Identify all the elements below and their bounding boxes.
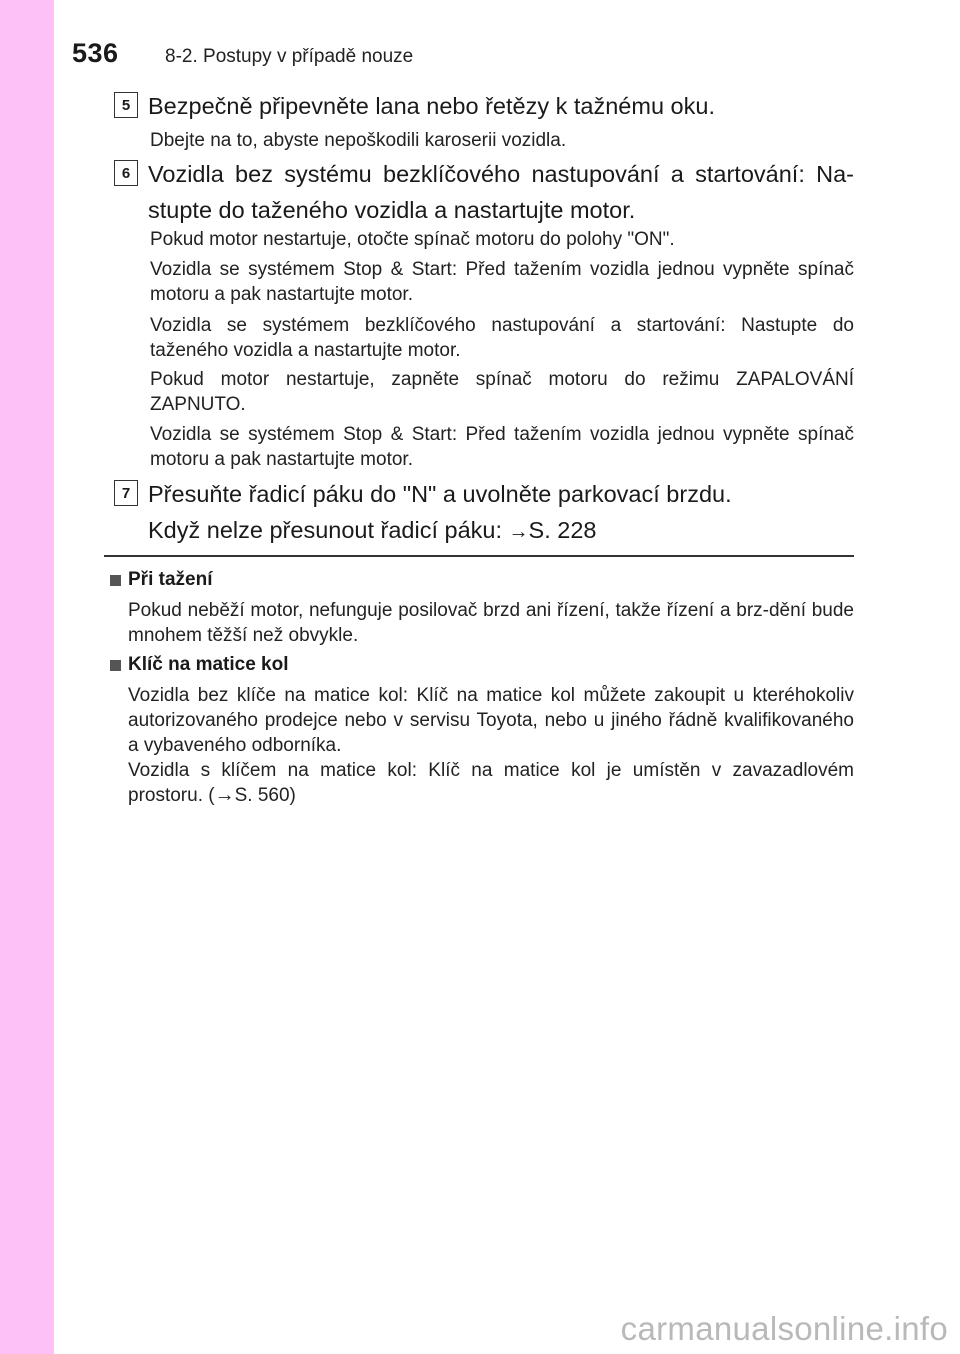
page-reference-link[interactable]: S. 228 [528, 517, 597, 543]
page-reference-link[interactable]: S. 560) [234, 785, 296, 806]
info-body [128, 683, 854, 808]
info-body [128, 598, 854, 648]
page-sidebar-stripe [0, 0, 54, 1354]
step-number-badge: 6 [114, 160, 138, 186]
info-paragraph: Vozidla bez klíče na matice kol: Klíč na matice kol můžete zakoupit u kteréhokoliv autorizovaného prodejce nebo v servisu Toyota, nebo u jiného řádně kvalifikovaného a vybaveného odborníka. [128, 685, 854, 756]
watermark: carmanualsonline.info [620, 1310, 948, 1347]
section-title: 8-2. Postupy v případě nouze [165, 46, 414, 67]
info-text: Vozidla s klíčem na matice kol: Klíč na matice kol je umístěn v zavazadlovém prostoru. ( [128, 760, 854, 806]
step-text: Bezpečně připevněte lana nebo řetězy k tažnému oku. [148, 93, 715, 119]
step-note: Pokud motor nestartuje, otočte spínač motoru do polohy "ON". [150, 229, 675, 250]
square-bullet-icon [110, 575, 121, 586]
step-6 [121, 156, 854, 228]
step-text: Přesuňte řadicí páku do "N" a uvolněte parkovací brzdu. [148, 481, 732, 507]
reference-prefix: Když nelze přesunout řadicí páku: [148, 517, 509, 543]
page-number: 536 [72, 38, 119, 68]
square-bullet-icon [110, 660, 121, 671]
step-note: Vozidla se systémem bezklíčového nastupování a startování: Nastupte do taženého vozidla a nastartujte motor. [150, 315, 854, 361]
info-paragraph: Pokud neběží motor, nefunguje posilovač brzd ani řízení, takže řízení a brz-dění bude mnohem těžší než obvykle. [128, 600, 854, 646]
step-note: Dbejte na to, abyste nepoškodili karoserii vozidla. [150, 130, 567, 151]
step-reference-line [148, 512, 854, 550]
section-divider [104, 555, 854, 557]
step-number-badge: 5 [114, 92, 138, 118]
step-note: Pokud motor nestartuje, zapněte spínač motoru do režimu ZAPALOVÁNÍ ZAPNUTO. [150, 369, 854, 415]
step-7 [121, 476, 854, 550]
info-heading-text: Při tažení [128, 569, 213, 590]
info-paragraph [128, 758, 854, 808]
arrow-right-icon: → [214, 784, 235, 806]
step-note: Vozidla se systémem Stop & Start: Před tažením vozidla jednou vypněte spínač motoru a pak nastartujte motor. [150, 424, 854, 470]
info-heading [110, 654, 289, 676]
arrow-right-icon: → [508, 521, 529, 543]
page-header [0, 0, 960, 80]
info-heading-text: Klíč na matice kol [128, 654, 289, 675]
step-note: Vozidla se systémem Stop & Start: Před tažením vozidla jednou vypněte spínač motoru a pak nastartujte motor. [150, 259, 854, 305]
step-5 [121, 88, 854, 124]
info-heading [110, 569, 212, 591]
step-number-badge: 7 [114, 480, 138, 506]
step-text: Vozidla bez systému bezklíčového nastupování a startování: Na-stupte do taženého vozidla a nastartujte motor. [148, 161, 854, 223]
